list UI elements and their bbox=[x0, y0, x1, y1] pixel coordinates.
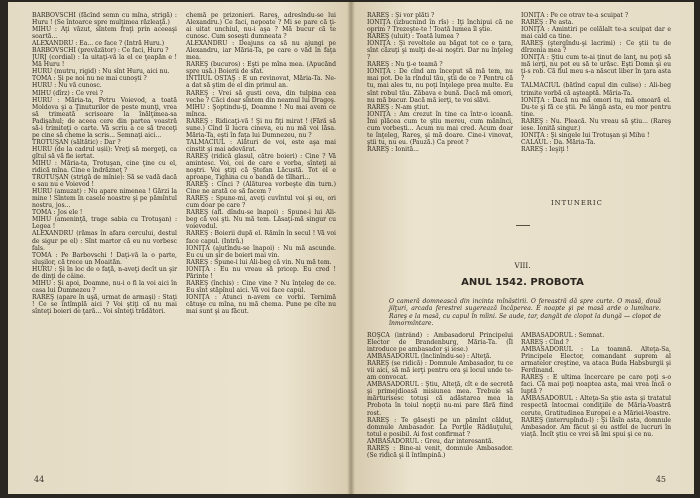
dialogue-line: AMBASADORUL : Semnat. bbox=[521, 332, 605, 339]
dialogue-line: CALAUL : Da. Mãria-Ta. bbox=[521, 138, 596, 146]
dialogue-line: TALMACIUL (bãtînd capul din culise) : Ali-beg trimite vorbã cã aşteaptã. Mãria-Ta. bbox=[521, 82, 671, 97]
dialogue-line: HURU : Şi în loc de o faţã, n-aveţi decît un şir de dinţi de câine. bbox=[32, 265, 177, 280]
dialogue-line: HURU (amuzat) : Nu apare nimenea ! Gãrzi la mine ! Sîntem în casele noastre şi pe pãmîntul nostru, jos... bbox=[32, 188, 177, 210]
dialogue-line: ALEXANDRU : Deajuns ca sã nu ajungi pe Alexandru, iar Mãria-Ta, pe care o vãd în faţa mea. bbox=[186, 40, 336, 62]
book-gutter bbox=[347, 2, 355, 494]
dialogue-line: RAREŞ (bucuros) : Eşti pe mîna mea. (Apucãnd spre ușã.) Boierii de sfat. bbox=[186, 61, 336, 76]
dialogue-line: HURU : Nu vã cunosc. bbox=[32, 82, 102, 90]
dialogue-line: RAREŞ : Bine-ai venit, domnule Ambasador. (Se ridicã şi îl întîmpinã.) bbox=[367, 444, 513, 459]
dialogue-line: TROTUŞAN (strigã de mînie): Sã se vadã dacã e sau nu e Voievod ! bbox=[32, 174, 177, 189]
dialogue-line: HURU (mutru, rigid) : Nu sînt Huru, aici nu. bbox=[32, 68, 170, 76]
dialogue-line: HURU : Mãria-ta, Petru Voievod, a toatã Moldova şi a Ţinuturilor de peste munţi, vrea sã trimeatã scrisoare la înãlţimea-sa Padişahul; de aceea cere din partea voastrã sã-i trimiteţi o carte. Vã scriu a ce sã treceţi pe cine sã cheme la scris... Semnaţi aici... bbox=[32, 96, 177, 139]
left-page-number: 44 bbox=[34, 475, 45, 484]
dialogue-line: TOMA : Şi pe noi nu ne mai cunoşti ? bbox=[32, 75, 147, 83]
dialogue-line: IONIŢA : Ştiu cum te-ai ţinut de lanţ, nu poţi sã mã ierţi, nu pot eu sã te urãsc. Eşti Domn şi eu ţi-s rob. Cã fiul meu s-a nãscut liber în ţara asta ? bbox=[521, 54, 671, 83]
dialogue-line: HURU (de la cadrul ușii): Vreţi sã mergeţi, ca gîtul sã vã fie iertat. bbox=[32, 145, 177, 160]
scene-divider bbox=[516, 225, 530, 226]
dialogue-line: IONIŢA : Atunci n-avem ce vorbi. Ternimã cãtuşe cu mîna, nu mã chema. Pune pe cîte nu mai sunt şi au fãcut. bbox=[186, 293, 336, 315]
dialogue-line: RAREŞ (închis) : Cine vine ? Nu înţeleg de ce. Eu sînt stãpînul aici. Vã voi face capul. bbox=[186, 279, 336, 294]
dialogue-line: RAREŞ : Ionitã... bbox=[367, 145, 419, 153]
dialogue-line: IONIŢA : Eu nu vreau sã pricep. Eu cred ! Pãrinte ! bbox=[186, 265, 336, 280]
dialogue-line: JURJ (cordial) : Ia uitaţi-vã la el ce ţeapãn e ! Mã Huru ! bbox=[32, 54, 177, 69]
book-spread bbox=[8, 2, 694, 494]
dialogue-line: IONIŢA : De cînd am început sã mã tem, nu mai pot. De la rîndul tãu, ştii de ce ? Pentru cã tu, mai ales tu, nu poţi înţelege prea multe. Eu sînt robul tãu. Zãbava e bunã. Dacã mã omori, nu mã bucur. Dacã mã ierţi, te voi slãvi. bbox=[367, 68, 513, 104]
dialogue-line: MIHU : Şi apoi, Doamne, nu-i o fi la voi aici în casa lui Dumnezeu ? bbox=[32, 279, 177, 294]
dialogue-line: RAREŞ : Cinci ? (Alãturea vorbeşte din turn.) Cine ne aratã ce sã facem ? bbox=[186, 181, 336, 196]
act-number: VIII. bbox=[514, 261, 531, 270]
dialogue-line: TOMA : Pe Barbovschi ! Daţi-vã la o parte, sluşilor, cã trece un Moaitãn. bbox=[32, 251, 177, 266]
dialogue-line: RAREŞ : Nu ţi-e teamã ? bbox=[367, 61, 443, 69]
dialogue-line: RAREŞ : Ridicaţi-vã ! Şi nu fiţi mirat ! (Fãrã sã sune.) Cînd îl lucra cineva, eu nu mã voi lãsa. Mãria-Ta, eşti în faţa lui Dumnezeu, nu ? bbox=[186, 117, 336, 139]
dialogue-line: RAREŞ : Te gãseşti pe un pãmînt cãlduţ, domnule Ambasador. La Porţile Rãdãuţului, totul e posibil. Ai fost confirmat ? bbox=[367, 416, 513, 438]
dialogue-line: RAREŞ (se ridicã) : Domnule Ambasador, tu ce vii aici, sã mã ierţi pentru ora şi locul unde te-am convocat. bbox=[367, 360, 513, 382]
dialogue-line: TALMACIUL : Alãturi de voi, este aşa mai cinstit şi mai adevãrat. bbox=[186, 138, 336, 153]
dialogue-line: TROTUŞAN (sãltãtic) : Dar ? bbox=[32, 138, 121, 146]
dialogue-line: BARBOVSCHI (prevãzãtor) : Ce faci, Huru ? bbox=[32, 47, 169, 55]
stage-direction-intuneric: INTUNERIC bbox=[551, 199, 603, 207]
dialogue-line: IONIŢA : Pe ce otrav te-a scuipat ? bbox=[521, 12, 629, 19]
dialogue-line: RAREŞ : Spune-mi, aveţi cuvîntul voi şi eu, ori cum doar pe care ? bbox=[186, 195, 336, 210]
dialogue-line: RAREŞ : Spune-i lui Ali-beg cã vin. Nu mã tem. bbox=[186, 258, 332, 266]
dialogue-line: AMBASADORUL : Alteţa-Sa ştie asta şi tratatul respectã întocmai condiţiile de Mãria-Voastrã cerute, Gratitudinea Europei e a Mãriei-Voastre. bbox=[521, 395, 671, 417]
dialogue-line: IONIŢA : Şi singele lui Trotuşan şi Mihu ! bbox=[521, 131, 650, 139]
dialogue-line: RAREŞ : Pe asta. bbox=[521, 19, 574, 27]
left-page bbox=[8, 2, 351, 494]
dialogue-line: RAREŞ : Nu. Pleacã. Nu vreau sã ştiu... (Rareş iese. Ionitã singur.) bbox=[521, 117, 671, 132]
dialogue-line: TOMA : Jos ele ! bbox=[32, 209, 83, 217]
right-page-column-4 bbox=[521, 332, 671, 472]
dialogue-line: AMBASADORUL : La toamnã. Alteţa-Sa, Principele Elector, comandant suprem al armatelor creştine, va ataca Buda Habsburgii şi Ferdinand. bbox=[521, 346, 671, 375]
dialogue-line: IONIŢA (ajutîndu-se înapoi) : Nu mã ascunde. Eu cu un şir de boieri mai vin. bbox=[186, 244, 336, 259]
dialogue-line: MIHU : Şoptindu-ţi, Doamne ! Nu mai avem ce mînca. bbox=[186, 103, 336, 118]
dialogue-line: AMBASADORUL : Ştiu, Alteţã, cît e de secretã şi primejdioasã misiunea mea. Trebuie sã mãrturisesc totuşi cã adãstarea mea la Probota în toiul nopţii nu-mi pare fãrã fiind rost. bbox=[367, 381, 513, 417]
dialogue-line: MIHU (dîrz) : Ce vrei ? bbox=[32, 89, 104, 97]
right-page-column-1 bbox=[367, 12, 513, 212]
dialogue-line: AMBASADORUL : Greu, dar interesantã. bbox=[367, 437, 494, 445]
dialogue-line: RAREŞ : Şi vor plãti ? bbox=[367, 12, 435, 19]
dialogue-line: RAREŞ (interrupîndu-l) : Şi lãsîn asta, domnule Ambasador. Am fãcut şi eu astfel de lucruri în viaţã. Încît ştiu ce vrei sã îmi spui şi ce nu. bbox=[521, 416, 671, 438]
right-page bbox=[351, 2, 694, 494]
dialogue-line: RAREŞ : Cînd ? bbox=[521, 339, 569, 347]
dialogue-line: IONIŢA : Amintiri pe celãlalt te-a scuipat dar e mai cald ca tine. bbox=[521, 26, 671, 41]
dialogue-line: ALEXANDRU (rãmas în afara cercului, destul de sigur pe el) : Sînt martor cã eu nu vorbesc fals. bbox=[32, 230, 177, 252]
dialogue-line: IONIŢA : Am crezut în tine ca într-o icoanã. Îmi plãcea cum te ştiu mereu, cum mãnînci, cum vorbeşti... Acum nu mai cred. Acum doar te înţeleg, Rareş, şi mã doare. Cine-i vinovat, ştii tu, nu eu. (Pauzã.) Ca preot ? bbox=[367, 110, 513, 146]
dialogue-line: ROŞCA (intrând) : Ambasadorul Principelui Elector de Brandenburg, Mãria-Ta. (Îl introduce pe ambasador şi iese.) bbox=[367, 332, 513, 354]
dialogue-line: IONIŢA : Dacã nu mã omori tu, mã omoarã el. Du-te şi fã ce ştii. Pe lângã asta, eu mor pentru tine. bbox=[521, 96, 671, 118]
dialogue-line: AMBASADORUL (înclinîndu-se) : Alteţã. bbox=[367, 353, 492, 361]
right-page-column-2 bbox=[521, 12, 671, 212]
dialogue-line: RAREŞ : Vrei sã gusti ceva, din tulpina cea veche ? Cãci doar sîntem din neamul lui Dragoş. bbox=[186, 89, 336, 104]
dialogue-line: RAREŞ : N-am ştiut. bbox=[367, 103, 430, 111]
dialogue-line: RAREŞ : Ieşiţi ! bbox=[521, 145, 570, 153]
dialogue-line: RAREŞ : E ultima încercare pe care poţi s-o faci. Cã mai poţi noaptea asta, mai vrea încã o luptã ? bbox=[521, 374, 671, 396]
dialogue-line: MIHU (ameninţã, trage sabia cu Trotuşan) : Legea ! bbox=[32, 216, 177, 231]
left-page-column-2 bbox=[186, 12, 336, 450]
dialogue-line: chemã pe prizonieri. Rareş, adresîndu-se lui Alexandru.) Ce faci, nepoate ? Mi se pare cã ţi-ai uitat unchiul, nu-i aşa ? Mã bucur cã te cunosc. Cum soseşti dumneata ? bbox=[186, 12, 336, 41]
scene-title: ANUL 1542. PROBOTA bbox=[461, 277, 584, 288]
dialogue-line: RAREŞ (apare în uşã, urmat de armaşi) : Staţi ! Ce se întîmplã aici ? Voi ştiţi cã nu mai sînteţi boieri de ţarã... Voi sînteţi trãdãtori. bbox=[32, 293, 177, 315]
dialogue-line: MIHU : Mãria-ta, Trotuşan, cine ţine cu el, ridicã mîna. Cine e îndrãzneţ ? bbox=[32, 159, 177, 175]
dialogue-line: RAREŞ (afl. dîndu-se înapoi) : Spune-i lui Ali-beg cã voi şti. Nu mã tem. Lãsaţi-mã singur cu voievodul. bbox=[186, 209, 336, 231]
dialogue-line: RAREŞ (ştergîndu-şi lacrimi) : Ce ştii tu de dîrzenia mea ? bbox=[521, 40, 671, 55]
dialogue-line: RAREŞ (ridicã glasul, cãtre boieri) : Cine ? Vã amintesc. Voi, cei de care e vorba, sînteţi ai noştri. Voi ştiţi cã Ştefan Lãcustã. Tot el e aproape, Tighina cu o bandã de tîlhari... bbox=[186, 152, 336, 182]
right-page-number: 45 bbox=[655, 475, 666, 484]
dialogue-line: INTÎIUL OSTAŞ : E un revinovat, Mãria-Ta. Ne-a dat sã ştim de el din primul an. bbox=[186, 75, 336, 90]
dialogue-line: ALEXANDRU : Ea... ce face ? (Intrã Huru.) bbox=[32, 40, 165, 48]
dialogue-line: BARBOVSCHI (fãcînd semn cu mîna, strigã) : Huru ! (Se întoarce spre mulţimea rãzleaţã.) bbox=[32, 12, 177, 27]
scene-description: O cameră domnească din incinta mînăstirii. O fereastră dă spre curte. O masă, două jilţuri, arcada ferestrei sugerează încăperea. E noapte şi pe masă arde o lumînare. Rareş e la masă, cu capul în mîini. Se aude, tar, dangăt de clopot la dungă — clopot de înmormîntare. bbox=[389, 298, 661, 327]
dialogue-line: IONIŢA (izbucnind în rîs) : Iţi închipui cã ne oprim ? Trezeşte-te ! Toatã lumea îl ştie. bbox=[367, 19, 513, 34]
dialogue-line: IONIŢA : Şi revoltele au bãgat tot ce e ţara, sînt cãzuţi şi mulţi de-ai noştri. Dar nu înţeleg ? bbox=[367, 40, 513, 62]
dialogue-line: RAREŞ (uluit) : Toatã lumea ? bbox=[367, 33, 460, 41]
left-page-column-1 bbox=[32, 12, 177, 450]
right-page-column-3 bbox=[367, 332, 513, 472]
dialogue-line: MIHU : Aţi vãzut, sîntem fraţi prin aceeaşi soartã... bbox=[32, 26, 177, 41]
dialogue-line: RAREŞ : Boierii dupã el. Rãmîn în secul ! Vã voi face capul. (Intrã.) bbox=[186, 230, 336, 245]
